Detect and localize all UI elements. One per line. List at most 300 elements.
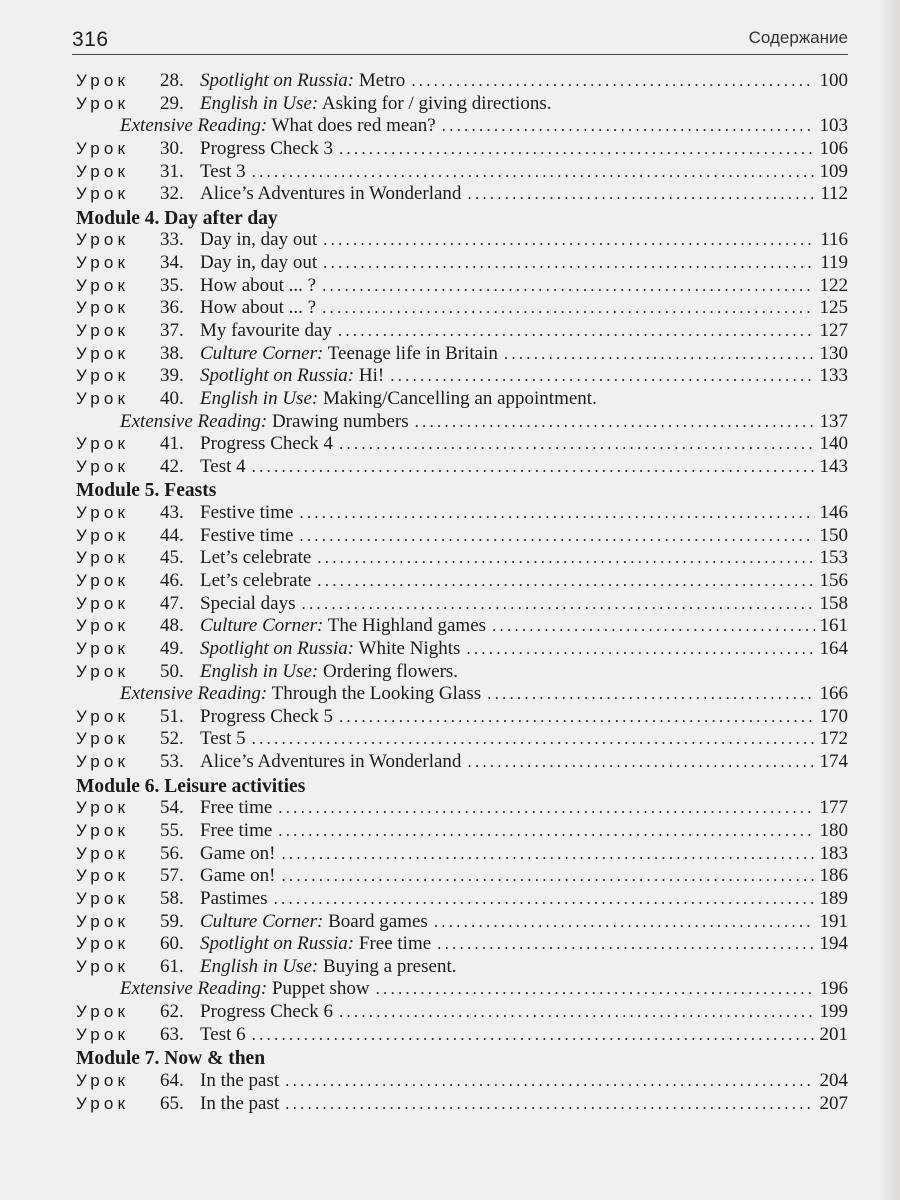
- lesson-label: Урок: [76, 161, 130, 181]
- lesson-number: 59.: [160, 910, 184, 932]
- lesson-label: Урок: [76, 638, 130, 658]
- toc-entry: [76, 183, 848, 206]
- entry-category: Extensive Reading:: [120, 115, 268, 137]
- lesson-label: Урок: [76, 571, 130, 590]
- entry-category: Spotlight on Russia:: [200, 933, 355, 955]
- lesson-number: 29.: [160, 92, 184, 114]
- entry-page-number: 161: [819, 615, 848, 637]
- entry-title: [200, 820, 272, 843]
- dot-leader: [390, 365, 815, 388]
- entry-title: [200, 183, 461, 206]
- entry-page-number: 194: [819, 933, 848, 955]
- lesson-number: 34.: [160, 252, 184, 274]
- entry-name: Pastimes: [200, 887, 268, 909]
- entry-page-number: 191: [819, 910, 848, 932]
- lesson-number: 31.: [160, 160, 184, 182]
- dot-leader: [302, 593, 815, 616]
- dot-leader: [281, 865, 815, 888]
- entry-title: [200, 297, 316, 320]
- lesson-number: 38.: [160, 342, 184, 364]
- entry-title: [200, 252, 317, 275]
- lesson-label: Урок: [76, 1024, 130, 1044]
- entry-name: Test 5: [200, 728, 246, 750]
- entry-title: [200, 161, 246, 184]
- entry-name: Metro: [358, 70, 406, 91]
- dot-leader: [323, 252, 815, 275]
- entry-title: [200, 525, 293, 548]
- lesson-number: 28.: [160, 70, 184, 91]
- lesson-label: Урок: [76, 1093, 130, 1113]
- lesson-label: Урок: [76, 752, 130, 772]
- entry-name: Progress Check 6: [200, 1001, 333, 1023]
- dot-leader: [252, 456, 815, 479]
- entry-page-number: 122: [819, 274, 848, 296]
- entry-title: [200, 502, 293, 525]
- entry-page-number: 166: [819, 683, 848, 705]
- entry-page-number: 158: [819, 592, 848, 614]
- toc-entry: [76, 229, 848, 252]
- dot-leader: [278, 797, 815, 820]
- toc-subentry: [76, 683, 848, 706]
- entry-page-number: 207: [819, 1092, 848, 1114]
- entry-category: Culture Corner:: [200, 615, 324, 637]
- lesson-label: Урок: [76, 593, 130, 613]
- entry-page-number: 201: [819, 1023, 848, 1045]
- dot-leader: [285, 1093, 815, 1116]
- entry-page-number: 100: [819, 70, 848, 91]
- entry-name: Festive time: [200, 502, 294, 524]
- entry-category: Culture Corner:: [200, 910, 324, 932]
- entry-category: Spotlight on Russia:: [200, 637, 355, 659]
- dot-leader: [415, 411, 815, 434]
- lesson-label: Урок: [76, 548, 130, 568]
- lesson-number: 62.: [160, 1001, 184, 1023]
- entry-page-number: 174: [819, 751, 848, 773]
- lesson-label: Урок: [76, 888, 130, 908]
- module-heading: Module 6. Leisure activities: [76, 775, 306, 797]
- toc-entry: [76, 547, 848, 570]
- entry-name: The Highland games: [327, 615, 487, 637]
- entry-title: [200, 593, 296, 616]
- entry-name: Alice’s Adventures in Wonderland: [200, 751, 462, 773]
- entry-page-number: 189: [819, 887, 848, 909]
- entry-title: [200, 229, 317, 252]
- entry-name: Free time: [200, 797, 273, 819]
- entry-name: What does red mean?: [271, 115, 436, 137]
- lesson-label: Урок: [76, 298, 130, 318]
- dot-leader: [252, 1024, 815, 1047]
- entry-page-number: 186: [819, 865, 848, 887]
- entry-title: [200, 865, 275, 888]
- toc-entry: [76, 138, 848, 161]
- entry-name: Alice’s Adventures in Wonderland: [200, 183, 462, 205]
- lesson-number: 57.: [160, 865, 184, 887]
- entry-name: Day in, day out: [200, 252, 318, 274]
- dot-leader: [317, 547, 815, 570]
- dot-leader: [252, 161, 815, 184]
- entry-name: Test 4: [200, 455, 246, 477]
- lesson-label: Урок: [76, 184, 130, 204]
- dot-leader: [467, 751, 815, 774]
- entry-title: [200, 933, 431, 956]
- entry-title: [200, 661, 458, 684]
- entry-title: [200, 70, 405, 93]
- entry-page-number: 106: [819, 137, 848, 159]
- toc-entry: [76, 843, 848, 866]
- entry-name: Buying a present.: [322, 955, 457, 977]
- entry-title: [200, 570, 311, 593]
- page-header: [72, 26, 848, 55]
- toc-entry: [76, 615, 848, 638]
- dot-leader: [281, 843, 815, 866]
- entry-name: How about ... ?: [200, 274, 317, 296]
- entry-category: English in Use:: [200, 660, 319, 682]
- lesson-number: 56.: [160, 842, 184, 864]
- entry-title: [200, 1024, 246, 1047]
- dot-leader: [339, 433, 815, 456]
- toc-subentry: [76, 978, 848, 1001]
- lesson-label: Урок: [76, 956, 130, 976]
- entry-page-number: 180: [819, 820, 848, 841]
- toc-entry: [76, 933, 848, 956]
- entry-page-number: 133: [819, 365, 848, 387]
- lesson-number: 61.: [160, 955, 184, 977]
- entry-name: Let’s celebrate: [200, 570, 312, 591]
- entry-title: [200, 343, 498, 366]
- dot-leader: [339, 1001, 815, 1024]
- lesson-label: Урок: [76, 71, 130, 90]
- dot-leader: [504, 343, 815, 366]
- dot-leader: [442, 115, 815, 138]
- lesson-number: 35.: [160, 274, 184, 296]
- entry-title: [200, 547, 311, 570]
- entry-title: [120, 683, 481, 706]
- entry-title: [200, 138, 333, 161]
- toc-entry: [76, 502, 848, 525]
- toc-entry: [76, 320, 848, 343]
- lesson-number: 53.: [160, 751, 184, 773]
- dot-leader: [278, 820, 815, 843]
- entry-page-number: 170: [819, 705, 848, 727]
- entry-title: [120, 411, 409, 434]
- lesson-number: 45.: [160, 547, 184, 569]
- entry-title: [200, 751, 461, 774]
- entry-title: [200, 638, 460, 661]
- lesson-label: Урок: [76, 798, 130, 818]
- entry-page-number: 156: [819, 570, 848, 591]
- entry-page-number: 119: [820, 252, 848, 274]
- entry-page-number: 183: [819, 842, 848, 864]
- entry-name: How about ... ?: [200, 297, 317, 319]
- lesson-label: Урок: [76, 434, 130, 454]
- entry-name: Free time: [358, 933, 432, 955]
- entry-name: Festive time: [200, 524, 294, 546]
- dot-leader: [274, 888, 815, 911]
- section-title: Содержание: [748, 28, 848, 47]
- toc-entry: [76, 956, 848, 979]
- toc-subentry: [76, 411, 848, 434]
- dot-leader: [322, 297, 815, 320]
- toc-entry: [76, 456, 848, 479]
- lesson-label: Урок: [76, 230, 130, 250]
- toc-entry: [76, 888, 848, 911]
- lesson-number: 39.: [160, 365, 184, 387]
- entry-category: Extensive Reading:: [120, 410, 268, 432]
- entry-title: [200, 797, 272, 820]
- toc-entry: [76, 343, 848, 366]
- toc-entry: [76, 1093, 848, 1116]
- entry-title: [200, 706, 333, 729]
- module-heading: Module 7. Now & then: [76, 1048, 266, 1070]
- toc-entry: [76, 275, 848, 298]
- entry-title: [200, 365, 384, 388]
- entry-name: In the past: [200, 1070, 280, 1091]
- dot-leader: [299, 502, 815, 525]
- lesson-number: 60.: [160, 933, 184, 955]
- entry-name: Day in, day out: [200, 229, 318, 251]
- entry-page-number: 130: [819, 342, 848, 364]
- lesson-label: Урок: [76, 138, 130, 158]
- entry-page-number: 146: [819, 502, 848, 524]
- toc-entry: [76, 820, 848, 843]
- lesson-label: Урок: [76, 866, 130, 886]
- dot-leader: [376, 978, 815, 1001]
- entry-title: [200, 615, 486, 638]
- lesson-number: 41.: [160, 433, 184, 455]
- lesson-label: Урок: [76, 388, 130, 408]
- entry-page-number: 153: [819, 547, 848, 569]
- toc-entry: [76, 661, 848, 684]
- entry-page-number: 109: [819, 160, 848, 182]
- lesson-number: 32.: [160, 183, 184, 205]
- lesson-label: Урок: [76, 729, 130, 749]
- lesson-number: 46.: [160, 570, 184, 591]
- lesson-label: Урок: [76, 456, 130, 476]
- toc-entry: [76, 297, 848, 320]
- dot-leader: [339, 138, 815, 161]
- entry-title: [200, 1093, 279, 1116]
- entry-name: Ordering flowers.: [322, 660, 459, 682]
- lesson-label: Урок: [76, 706, 130, 726]
- toc-entry: [76, 638, 848, 661]
- entry-page-number: 103: [819, 115, 848, 137]
- entry-title: [200, 456, 246, 479]
- entry-title: [200, 388, 597, 411]
- toc-entry: [76, 93, 848, 116]
- entry-name: White Nights: [358, 637, 461, 659]
- lesson-number: 42.: [160, 455, 184, 477]
- entry-name: Test 3: [200, 160, 246, 182]
- lesson-number: 48.: [160, 615, 184, 637]
- dot-leader: [299, 525, 815, 548]
- lesson-label: Урок: [76, 616, 130, 636]
- entry-page-number: 204: [819, 1070, 848, 1091]
- toc-entry: [76, 252, 848, 275]
- entry-page-number: 164: [819, 637, 848, 659]
- entry-page-number: 172: [819, 728, 848, 750]
- lesson-label: Урок: [76, 366, 130, 386]
- entry-title: [200, 275, 316, 298]
- entry-name: Making/Cancelling an appointment.: [322, 387, 597, 409]
- entry-title: [120, 978, 370, 1001]
- toc-entry: [76, 1024, 848, 1047]
- entry-category: English in Use:: [200, 955, 319, 977]
- lesson-number: 51.: [160, 705, 184, 727]
- dot-leader: [338, 320, 815, 343]
- entry-name: In the past: [200, 1092, 280, 1114]
- entry-name: Puppet show: [271, 978, 370, 1000]
- lesson-number: 54.: [160, 797, 184, 819]
- toc-entry: [76, 706, 848, 729]
- module-heading: Module 4. Day after day: [76, 207, 278, 229]
- page-edge-shadow: [880, 0, 900, 1200]
- toc-entry: [76, 751, 848, 774]
- entry-page-number: 150: [819, 524, 848, 546]
- lesson-number: 50.: [160, 660, 184, 682]
- entry-category: English in Use:: [200, 92, 319, 114]
- entry-title: [200, 843, 275, 866]
- lesson-label: Урок: [76, 275, 130, 295]
- entry-category: Spotlight on Russia:: [200, 365, 355, 387]
- dot-leader: [487, 683, 815, 706]
- lesson-number: 55.: [160, 820, 184, 841]
- entry-page-number: 112: [820, 183, 848, 205]
- entry-title: [200, 911, 428, 934]
- entry-category: English in Use:: [200, 387, 319, 409]
- entry-name: Game on!: [200, 865, 276, 887]
- entry-page-number: 196: [819, 978, 848, 1000]
- entry-category: Spotlight on Russia:: [200, 70, 355, 91]
- lesson-number: 30.: [160, 137, 184, 159]
- toc-entry: [76, 570, 848, 593]
- lesson-number: 37.: [160, 320, 184, 341]
- entry-name: Progress Check 5: [200, 705, 333, 727]
- entry-page-number: 177: [819, 797, 848, 819]
- toc-entry: [76, 388, 848, 411]
- lesson-label: Урок: [76, 843, 130, 863]
- entry-name: Progress Check 4: [200, 433, 333, 455]
- page-number: 316: [72, 28, 109, 51]
- dot-leader: [339, 706, 815, 729]
- dot-leader: [252, 728, 815, 751]
- dot-leader: [437, 933, 815, 956]
- lesson-label: Урок: [76, 253, 130, 273]
- lesson-label: Урок: [76, 1071, 130, 1090]
- lesson-label: Урок: [76, 821, 130, 840]
- lesson-number: 58.: [160, 887, 184, 909]
- toc-entry: [76, 911, 848, 934]
- dot-leader: [467, 183, 815, 206]
- entry-title: [200, 888, 268, 911]
- entry-page-number: 127: [819, 320, 848, 341]
- entry-category: Extensive Reading:: [120, 683, 268, 705]
- lesson-label: Урок: [76, 911, 130, 931]
- dot-leader: [434, 911, 815, 934]
- toc-entry: [76, 1070, 848, 1093]
- entry-name: Progress Check 3: [200, 137, 333, 159]
- entry-name: Game on!: [200, 842, 276, 864]
- entry-title: [200, 956, 456, 979]
- entry-category: Extensive Reading:: [120, 978, 268, 1000]
- table-of-contents: [76, 70, 848, 1115]
- lesson-label: Урок: [76, 343, 130, 363]
- toc-entry: [76, 728, 848, 751]
- dot-leader: [492, 615, 815, 638]
- dot-leader: [317, 570, 815, 593]
- entry-name: Through the Looking Glass: [271, 683, 482, 705]
- entry-page-number: 199: [819, 1001, 848, 1023]
- lesson-number: 63.: [160, 1023, 184, 1045]
- entry-title: [200, 1070, 279, 1093]
- lesson-number: 47.: [160, 592, 184, 614]
- module-heading: Module 5. Feasts: [76, 480, 217, 502]
- toc-entry: [76, 593, 848, 616]
- entry-category: Culture Corner:: [200, 342, 324, 364]
- entry-title: [200, 433, 333, 456]
- lesson-number: 33.: [160, 229, 184, 251]
- toc-subentry: [76, 115, 848, 138]
- entry-name: Test 6: [200, 1023, 246, 1045]
- dot-leader: [466, 638, 815, 661]
- lesson-number: 43.: [160, 502, 184, 524]
- entry-name: Board games: [328, 910, 428, 932]
- lesson-number: 49.: [160, 637, 184, 659]
- lesson-number: 40.: [160, 387, 184, 409]
- dot-leader: [411, 70, 815, 93]
- entry-page-number: 125: [819, 297, 848, 319]
- entry-name: Asking for / giving directions.: [321, 92, 552, 114]
- entry-name: Hi!: [358, 365, 385, 387]
- entry-title: [200, 93, 551, 116]
- lesson-label: Урок: [76, 661, 130, 681]
- lesson-label: Урок: [76, 934, 130, 954]
- dot-leader: [322, 275, 815, 298]
- entry-name: My favourite day: [200, 320, 332, 341]
- entry-name: Drawing numbers: [271, 410, 409, 432]
- lesson-label: Урок: [76, 525, 130, 545]
- lesson-label: Урок: [76, 321, 130, 340]
- dot-leader: [323, 229, 815, 252]
- toc-entry: [76, 70, 848, 93]
- entry-title: [120, 115, 436, 138]
- toc-entry: [76, 525, 848, 548]
- entry-page-number: 137: [819, 410, 848, 432]
- lesson-number: 52.: [160, 728, 184, 750]
- lesson-label: Урок: [76, 503, 130, 523]
- entry-name: Let’s celebrate: [200, 547, 312, 569]
- entry-title: [200, 1001, 333, 1024]
- entry-name: Teenage life in Britain: [327, 342, 498, 364]
- toc-entry: [76, 865, 848, 888]
- lesson-number: 65.: [160, 1092, 184, 1114]
- entry-page-number: 116: [820, 229, 848, 251]
- toc-entry: [76, 365, 848, 388]
- lesson-number: 44.: [160, 524, 184, 546]
- toc-entry: [76, 433, 848, 456]
- lesson-label: Урок: [76, 1002, 130, 1022]
- lesson-number: 64.: [160, 1070, 184, 1091]
- lesson-label: Урок: [76, 93, 130, 113]
- entry-page-number: 140: [819, 433, 848, 455]
- dot-leader: [285, 1070, 815, 1093]
- toc-entry: [76, 1001, 848, 1024]
- toc-entry: [76, 161, 848, 184]
- toc-entry: [76, 797, 848, 820]
- entry-name: Free time: [200, 820, 273, 841]
- entry-title: [200, 320, 332, 343]
- entry-name: Special days: [200, 592, 296, 614]
- entry-title: [200, 728, 246, 751]
